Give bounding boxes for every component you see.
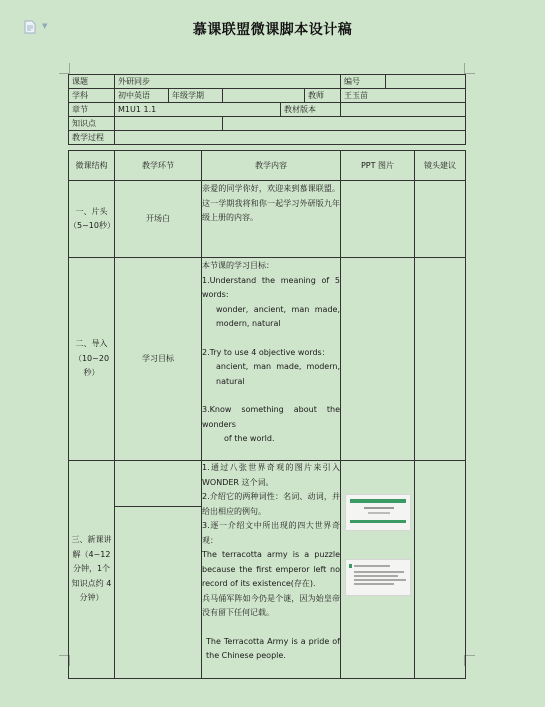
document-title: 慕课联盟微课脚本设计稿	[192, 22, 353, 38]
content-line: 2.Try to use 4 objective words：	[202, 347, 330, 357]
header-step: 教学环节	[115, 151, 202, 181]
ppt-thumbnail[interactable]	[345, 494, 411, 531]
teacher-value[interactable]: 王玉苗	[341, 89, 466, 103]
row1-content: 亲爱的同学你好，欢迎来到慕课联盟。这一学期我将和你一起学习外研版九年级上册的内容。	[202, 181, 341, 258]
content-line: 1.Understand the meaning of 5 words:	[202, 275, 340, 299]
content-line: The terracotta army is a puzzle because the first emperor left no record of its existence(存在).	[202, 550, 340, 588]
content-line: The Terracotta Army is a pride of the Chinese people.	[206, 636, 340, 660]
textbook-value[interactable]	[341, 103, 466, 117]
number-label: 编号	[341, 75, 386, 89]
chapter-value[interactable]: M1U1 1.1	[115, 103, 281, 117]
row1-ppt[interactable]	[341, 181, 415, 258]
knowledge-label: 知识点	[69, 117, 115, 131]
row3-content	[202, 461, 341, 679]
row1-camera[interactable]	[415, 181, 466, 258]
meta-row-course	[69, 75, 466, 89]
content-line: wonder, ancient, man made, modern, natural	[216, 304, 340, 328]
meta-row-subject	[69, 89, 466, 103]
content-line: 兵马俑军阵如今仍是个谜，因为始皇帝没有留下任何记载。	[202, 593, 340, 617]
content-line: 3.逐一介绍文中所出现的四大世界奇观：	[202, 521, 340, 545]
header-structure: 微课结构	[69, 151, 115, 181]
textbook-label: 教材版本	[281, 103, 341, 117]
header-ppt: PPT 图片	[341, 151, 415, 181]
grade-label: 年级学期	[169, 89, 223, 103]
teacher-label: 教师	[305, 89, 341, 103]
header-camera: 镜头建议	[415, 151, 466, 181]
content-line: 1.通过八张世界奇观的图片来引入 WONDER 这个词。	[202, 463, 340, 487]
knowledge-value-b[interactable]	[223, 117, 466, 131]
crop-mark	[464, 63, 475, 74]
row3-step	[115, 461, 202, 679]
row1-structure: 一、片头（5~10秒）	[69, 181, 115, 258]
header-row	[69, 151, 466, 181]
ppt-thumbnail[interactable]	[345, 559, 411, 596]
row3-structure: 三、新课讲解（4~12分钟，1个知识点约 4 分钟）	[69, 461, 115, 679]
content-line: of the world.	[224, 434, 275, 443]
number-value[interactable]	[386, 75, 466, 89]
subject-label: 学科	[69, 89, 115, 103]
row3-camera[interactable]	[415, 461, 466, 679]
row2-structure: 二、导入（10~20秒）	[69, 258, 115, 461]
meta-row-chapter	[69, 103, 466, 117]
grade-value[interactable]	[223, 89, 305, 103]
row1-step: 开场白	[115, 181, 202, 258]
row2-ppt[interactable]	[341, 258, 415, 461]
meta-row-process	[69, 131, 466, 145]
process-value	[115, 131, 466, 145]
row3-ppt[interactable]	[341, 461, 415, 679]
meta-table	[68, 74, 466, 145]
course-label: 课题	[69, 75, 115, 89]
content-line: 本节课的学习目标：	[202, 261, 274, 270]
meta-row-knowledge	[69, 117, 466, 131]
knowledge-value-a[interactable]	[115, 117, 223, 131]
crop-mark	[59, 63, 70, 74]
row2-camera[interactable]	[415, 258, 466, 461]
chevron-down-icon[interactable]: ▼	[42, 22, 48, 30]
table-row	[69, 181, 466, 258]
content-line: 2.介绍它的两种词性：名词、动词，并给出相应的例句。	[202, 492, 340, 516]
subject-value[interactable]: 初中英语	[115, 89, 169, 103]
course-value[interactable]: 外研同步	[115, 75, 341, 89]
process-label: 教学过程	[69, 131, 115, 145]
row2-step: 学习目标	[115, 258, 202, 461]
table-row	[69, 258, 466, 461]
header-content: 教学内容	[202, 151, 341, 181]
script-table	[68, 150, 466, 679]
row2-content	[202, 258, 341, 461]
content-line: 3.Know something about the wonders	[202, 405, 340, 429]
content-line: ancient, man made, modern, natural	[216, 362, 340, 386]
chapter-label: 章节	[69, 103, 115, 117]
table-row	[69, 461, 466, 679]
